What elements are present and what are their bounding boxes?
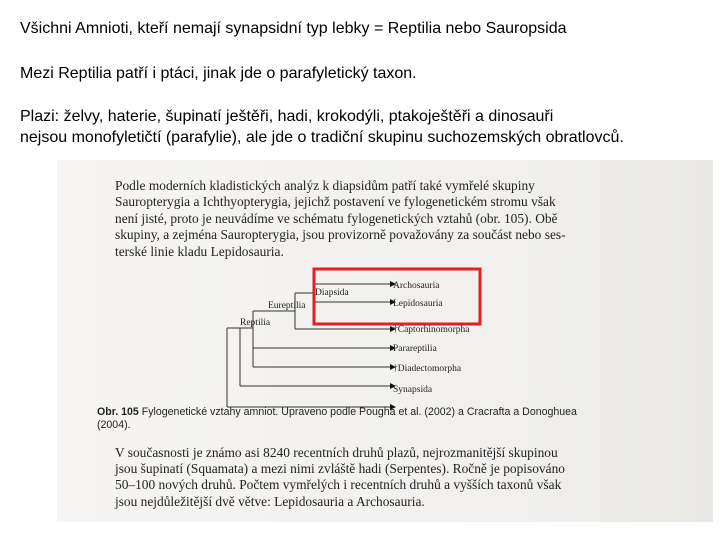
slide-line-1: Všichni Amnioti, kteří nemají synapsidní typ lebky = Reptilia nebo Sauropsida [20,20,567,37]
book-paragraph-2-line: V současnosti je známo asi 8240 recentních druhů plazů, nejrozmanitější skupinou [115,445,558,460]
book-paragraph-2 [115,445,645,510]
slide-line-3: Plazi: želvy, haterie, šupinatí ještěři, hadi, krokodýli, ptakoještěři a dinosauři [20,108,554,125]
figure-number: Obr. 105 [97,406,139,418]
taxon-label: Archosauria [393,281,440,291]
tree-branches [227,284,390,407]
taxon-label: Parareptilia [393,344,437,354]
book-paragraph-2-line: jsou šupinatí (Squamata) a mezi nimi zvláště hadi (Serpentes). Ročně je popisováno [115,461,565,477]
figure-caption-text: Fylogenetické vztahy amniot. Upraveno podle Pougha et al. (2002) a Cracrafta a Donoghuea [138,406,577,418]
book-paragraph-1-line: není jisté, proto je neuvádíme ve schématu fylogenetických vztahů (obr. 105). Obě [115,210,558,226]
book-paragraph-1-line: Sauropterygia a Ichthyopterygia, jejichž postavení ve fylogenetickém stromu však [115,194,556,210]
taxon-label: Synapsida [393,385,433,395]
book-paragraph-2-line: jsou nejdůležitější dvě větve: Lepidosauria a Archosauria. [115,493,425,509]
taxon-label: Lepidosauria [393,299,443,309]
tree-labels [240,281,470,395]
book-paragraph-1-line: Podle moderních kladistických analýz k diapsidům patří také vymřelé skupiny [115,178,535,193]
book-paragraph-2-line: 50–100 nových druhů. Počtem vymřelých i recentních druhů a vyšších taxonů však [115,477,562,493]
node-label-eureptilia: Eureptilia [268,301,306,311]
taxon-label: †Diadectomorpha [393,364,462,374]
book-paragraph-1-line: skupiny, a zejména Sauropterygia, jsou provizorně považovány za součást nebo ses- [115,227,566,243]
slide-line-4: nejsou monofyletičtí (parafylie), ale jde o tradiční skupinu suchozemských obratlovců. [20,129,624,146]
figure-caption-text: (2004). [97,419,131,431]
node-label-diapsida: Diapsida [315,288,349,298]
slide-line-2: Mezi Reptilia patří i ptáci, jinak jde o parafyletický taxon. [20,65,417,82]
taxon-label: †Captorhinomorpha [393,325,470,335]
figure-caption [97,406,577,432]
node-label-reptilia: Reptilia [240,318,271,328]
book-paragraph-1-line: terské linie kladu Lepidosauria. [115,243,284,259]
scanned-book-page [57,160,713,522]
